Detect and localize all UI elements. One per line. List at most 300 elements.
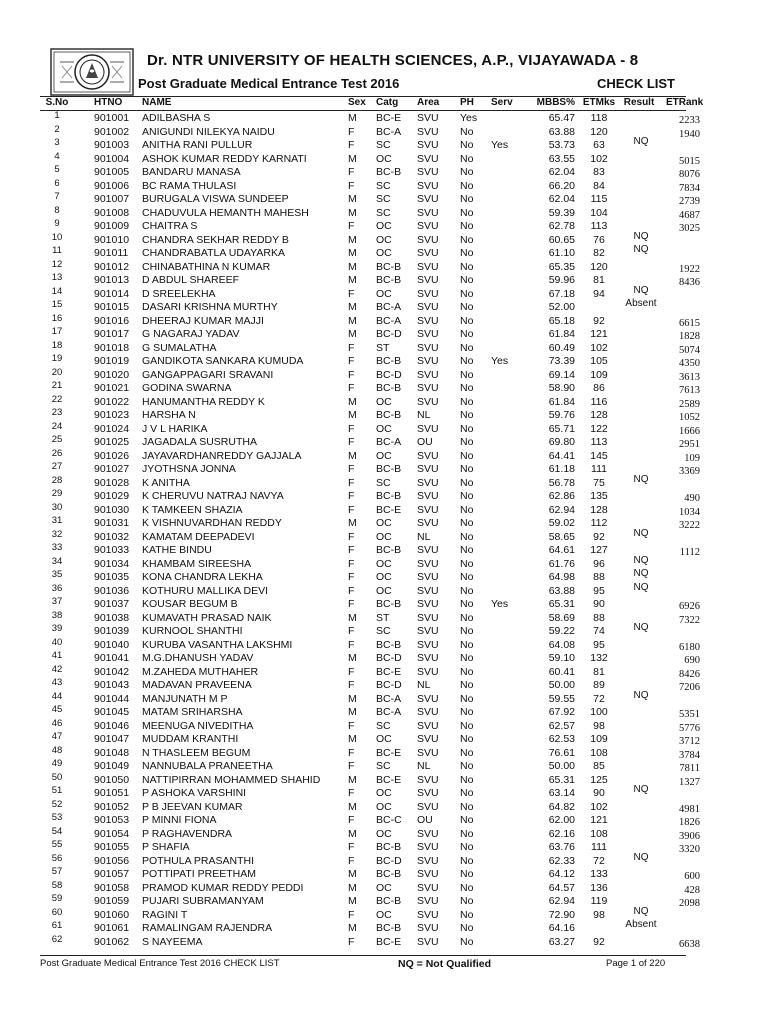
cell-result: NQ — [633, 554, 649, 566]
cell-etrank: 8436 — [679, 277, 700, 288]
cell-etmks: 75 — [593, 476, 605, 489]
cell-sno: 57 — [51, 866, 63, 877]
cell-sno: 27 — [51, 461, 63, 472]
cell-sex: F — [348, 787, 355, 799]
cell-sno: 30 — [51, 501, 63, 513]
cell-catg: BC-A — [376, 706, 402, 718]
cell-sex: F — [348, 436, 355, 448]
cell-name: MUDDAM KRANTHI — [142, 733, 239, 745]
cell-catg: OC — [376, 557, 392, 570]
cell-mbbs: 64.57 — [548, 881, 575, 894]
cell-ph: No — [460, 854, 474, 867]
cell-ph: No — [460, 139, 474, 151]
cell-ph: No — [460, 247, 474, 259]
cell-catg: BC-D — [376, 679, 402, 691]
cell-result: NQ — [633, 473, 649, 485]
cell-result: Absent — [625, 919, 657, 930]
cell-etmks: 98 — [593, 719, 605, 732]
cell-mbbs: 64.98 — [548, 571, 575, 583]
cell-name: GANGAPPAGARI SRAVANI — [142, 368, 274, 381]
cell-mbbs: 69.80 — [548, 436, 575, 448]
table-row — [0, 490, 768, 504]
cell-etmks: 94 — [593, 287, 605, 300]
cell-htno: 901038 — [94, 611, 130, 624]
cell-htno: 901062 — [94, 935, 130, 948]
cell-ph: No — [460, 800, 474, 813]
cell-ph: Yes — [460, 112, 478, 124]
cell-catg: BC-D — [376, 854, 402, 867]
cell-etrank: 2951 — [679, 439, 700, 450]
cell-sno: 24 — [51, 420, 63, 432]
cell-htno: 901051 — [94, 787, 130, 799]
cell-htno: 901033 — [94, 544, 130, 556]
cell-htno: 901028 — [94, 476, 130, 489]
table-row — [0, 733, 768, 747]
cell-mbbs: 65.47 — [548, 112, 575, 124]
cell-etrank: 1828 — [679, 331, 700, 342]
cell-etrank: 3613 — [679, 371, 700, 383]
cell-catg: BC-B — [376, 868, 402, 880]
cell-htno: 901052 — [94, 800, 130, 813]
cell-sex: M — [348, 247, 357, 259]
cell-mbbs: 63.55 — [548, 152, 575, 165]
cell-catg: BC-B — [376, 490, 402, 502]
cell-sex: M — [348, 395, 357, 408]
cell-catg: BC-E — [376, 503, 402, 516]
cell-mbbs: 50.00 — [548, 679, 575, 691]
cell-name: KATHE BINDU — [142, 544, 212, 556]
cell-name: MANJUNATH M P — [142, 692, 228, 705]
university-logo — [50, 48, 134, 96]
col-catg: Catg — [376, 97, 399, 108]
cell-etrank: 7834 — [679, 182, 700, 194]
cell-etmks: 92 — [593, 935, 605, 948]
table-row — [0, 652, 768, 666]
cell-mbbs: 61.84 — [548, 395, 575, 408]
cell-etmks: 83 — [593, 166, 605, 178]
cell-ph: No — [460, 692, 474, 705]
cell-ph: No — [460, 598, 474, 610]
cell-sex: F — [348, 490, 355, 502]
cell-name: S NAYEEMA — [142, 935, 203, 948]
cell-etmks: 111 — [591, 841, 607, 853]
cell-htno: 901040 — [94, 638, 130, 651]
cell-catg: BC-B — [376, 841, 402, 853]
cell-name: J V L HARIKA — [142, 422, 208, 435]
cell-sex: F — [348, 341, 355, 354]
cell-sex: F — [348, 382, 355, 394]
cell-etrank: 3025 — [679, 223, 700, 234]
cell-mbbs: 58.69 — [548, 611, 575, 624]
cell-mbbs: 56.78 — [548, 476, 575, 489]
cell-mbbs: 62.94 — [548, 503, 575, 516]
cell-sex: F — [348, 503, 355, 516]
cell-sno: 23 — [51, 407, 63, 418]
cell-catg: BC-D — [376, 368, 402, 381]
table-row — [0, 501, 768, 518]
cell-sno: 3 — [54, 137, 60, 148]
cell-etmks: 111 — [591, 463, 607, 475]
cell-etrank: 4687 — [679, 209, 700, 221]
cell-name: BANDARU MANASA — [142, 166, 241, 178]
cell-etmks: 90 — [593, 787, 605, 799]
cell-mbbs: 59.96 — [548, 274, 575, 286]
cell-name: ANIGUNDI NILEKYA NAIDU — [142, 125, 275, 138]
cell-name: PRAMOD KUMAR REDDY PEDDI — [142, 881, 304, 894]
cell-sex: F — [348, 355, 355, 367]
cell-sno: 25 — [51, 434, 63, 445]
cell-ph: No — [460, 287, 474, 300]
cell-name: KURUBA VASANTHA LAKSHMI — [142, 638, 293, 651]
cell-name: K TAMKEEN SHAZIA — [142, 503, 243, 516]
cell-sex: M — [348, 274, 357, 286]
cell-name: MATAM SRIHARSHA — [142, 706, 243, 718]
cell-serv: Yes — [491, 139, 509, 151]
cell-sex: F — [348, 760, 355, 772]
cell-area: SVU — [417, 827, 439, 840]
cell-ph: No — [460, 328, 474, 340]
cell-ph: No — [460, 773, 474, 786]
cell-area: SVU — [417, 314, 439, 327]
cell-area: SVU — [417, 179, 439, 192]
cell-htno: 901039 — [94, 625, 130, 637]
cell-etrank: 6180 — [679, 641, 700, 653]
cell-htno: 901018 — [94, 341, 130, 354]
cell-htno: 901049 — [94, 760, 130, 772]
cell-serv: Yes — [491, 355, 509, 367]
cell-sex: F — [348, 908, 355, 921]
cell-etmks: 72 — [593, 854, 605, 867]
cell-sno: 41 — [51, 650, 63, 661]
cell-ph: No — [460, 152, 474, 165]
cell-ph: No — [460, 449, 474, 462]
table-row — [0, 868, 768, 882]
cell-name: DASARI KRISHNA MURTHY — [142, 301, 278, 313]
cell-sex: M — [348, 517, 357, 529]
cell-catg: OC — [376, 287, 392, 300]
cell-catg: SC — [376, 179, 391, 192]
cell-sex: M — [348, 881, 357, 894]
cell-etmks: 98 — [593, 908, 605, 921]
cell-area: SVU — [417, 166, 439, 178]
cell-catg: OC — [376, 584, 392, 597]
cell-ph: No — [460, 841, 474, 853]
cell-name: CHANDRABATLA UDAYARKA — [142, 247, 285, 259]
cell-area: SVU — [417, 125, 439, 138]
cell-mbbs: 65.31 — [548, 773, 575, 786]
table-row — [0, 851, 768, 869]
cell-htno: 901001 — [94, 112, 130, 124]
cell-sex: M — [348, 260, 357, 273]
cell-area: SVU — [417, 112, 439, 124]
cell-etmks: 136 — [590, 881, 608, 894]
cell-catg: OC — [376, 881, 392, 894]
cell-htno: 901053 — [94, 814, 130, 826]
cell-mbbs: 64.08 — [548, 638, 575, 651]
cell-ph: No — [460, 314, 474, 327]
cell-etmks: 119 — [590, 895, 608, 907]
cell-etmks: 112 — [590, 517, 608, 529]
cell-ph: No — [460, 638, 474, 651]
cell-name: GANDIKOTA SANKARA KUMUDA — [142, 355, 304, 367]
table-row — [0, 598, 768, 612]
cell-name: KOTHURU MALLIKA DEVI — [142, 584, 269, 597]
cell-etmks: 89 — [593, 679, 605, 691]
cell-sno: 44 — [51, 690, 63, 702]
cell-htno: 901016 — [94, 314, 130, 327]
cell-etmks: 121 — [590, 328, 608, 340]
cell-etrank: 6926 — [679, 601, 700, 612]
cell-htno: 901054 — [94, 827, 130, 840]
cell-etmks: 108 — [590, 746, 608, 759]
cell-htno: 901007 — [94, 193, 130, 205]
cell-sex: F — [348, 679, 355, 691]
cell-area: SVU — [417, 220, 439, 232]
cell-ph: No — [460, 422, 474, 435]
cell-etmks: 92 — [593, 314, 605, 327]
cell-etrank: 3784 — [679, 749, 700, 761]
cell-sex: F — [348, 368, 355, 381]
cell-etmks: 122 — [590, 422, 608, 435]
cell-sno: 21 — [51, 380, 63, 391]
table-row — [0, 339, 768, 356]
cell-etmks: 96 — [593, 557, 605, 570]
cell-area: SVU — [417, 584, 439, 597]
table-row — [0, 663, 768, 680]
cell-sno: 2 — [54, 123, 60, 135]
cell-htno: 901019 — [94, 355, 130, 367]
cell-mbbs: 61.18 — [548, 463, 575, 475]
cell-catg: BC-B — [376, 922, 402, 934]
cell-mbbs: 64.16 — [548, 922, 575, 934]
cell-area: SVU — [417, 598, 439, 610]
cell-etmks: 95 — [593, 638, 605, 651]
table-row — [0, 798, 768, 815]
cell-etrank: 7206 — [679, 682, 700, 693]
cell-ph: No — [460, 382, 474, 394]
table-row — [0, 933, 768, 950]
cell-name: G SUMALATHA — [142, 341, 217, 354]
cell-sno: 1 — [54, 110, 60, 121]
cell-sno: 61 — [51, 920, 63, 931]
cell-sno: 31 — [51, 515, 63, 526]
table-header — [0, 97, 768, 110]
cell-etmks: 109 — [590, 368, 608, 381]
table-row — [0, 177, 768, 194]
cell-name: G NAGARAJ YADAV — [142, 328, 240, 340]
cell-sex: F — [348, 422, 355, 435]
table-row — [0, 166, 768, 180]
cell-sex: F — [348, 166, 355, 178]
cell-sex: M — [348, 449, 357, 462]
cell-sno: 36 — [51, 582, 63, 594]
cell-sno: 50 — [51, 771, 63, 783]
cell-name: P RAGHAVENDRA — [142, 827, 233, 840]
cell-etmks: 95 — [593, 584, 605, 597]
cell-name: ANITHA RANI PULLUR — [142, 139, 253, 151]
col-area: Area — [417, 97, 440, 108]
cell-etmks: 104 — [590, 206, 608, 219]
cell-sex: F — [348, 625, 355, 637]
cell-mbbs: 53.73 — [548, 139, 575, 151]
cell-mbbs: 65.71 — [548, 422, 575, 435]
cell-htno: 901026 — [94, 449, 130, 462]
cell-name: P B JEEVAN KUMAR — [142, 800, 243, 813]
table-row — [0, 193, 768, 207]
cell-sex: M — [348, 611, 357, 624]
cell-mbbs: 62.57 — [548, 719, 575, 732]
cell-ph: No — [460, 935, 474, 948]
cell-sex: F — [348, 139, 355, 151]
cell-area: SVU — [417, 382, 439, 394]
cell-result: NQ — [633, 689, 649, 701]
cell-mbbs: 64.82 — [548, 800, 575, 813]
cell-area: SVU — [417, 490, 439, 502]
cell-mbbs: 62.78 — [548, 220, 575, 232]
table-row — [0, 328, 768, 342]
col-result: Result — [623, 97, 655, 108]
cell-area: SVU — [417, 341, 439, 354]
cell-htno: 901008 — [94, 206, 130, 219]
cell-etrank: 1940 — [679, 128, 700, 140]
cell-catg: OC — [376, 152, 392, 165]
cell-name: KHAMBAM SIREESHA — [142, 557, 252, 570]
cell-sex: M — [348, 895, 357, 907]
table-row — [0, 355, 768, 369]
cell-ph: No — [460, 233, 474, 246]
cell-etmks: 132 — [590, 652, 608, 664]
cell-area: SVU — [417, 328, 439, 340]
table-row — [0, 298, 768, 315]
cell-ph: No — [460, 395, 474, 408]
cell-sno: 19 — [51, 353, 63, 364]
cell-catg: OC — [376, 827, 392, 840]
cell-ph: No — [460, 895, 474, 907]
cell-area: SVU — [417, 422, 439, 435]
cell-sno: 6 — [54, 177, 60, 189]
cell-area: SVU — [417, 908, 439, 921]
cell-sno: 43 — [51, 677, 63, 688]
cell-catg: BC-A — [376, 692, 402, 705]
cell-sex: F — [348, 935, 355, 948]
cell-sex: M — [348, 328, 357, 340]
cell-sno: 52 — [51, 798, 63, 810]
cell-catg: BC-B — [376, 598, 402, 610]
cell-htno: 901003 — [94, 139, 130, 151]
cell-catg: BC-B — [376, 463, 402, 475]
cell-catg: SC — [376, 719, 391, 732]
cell-sno: 32 — [51, 528, 63, 540]
cell-area: SVU — [417, 206, 439, 219]
page-subtitle: Post Graduate Medical Entrance Test 2016 — [138, 76, 400, 91]
cell-sex: F — [348, 544, 355, 556]
cell-catg: BC-C — [376, 814, 402, 826]
cell-htno: 901017 — [94, 328, 130, 340]
cell-mbbs: 64.12 — [548, 868, 575, 880]
cell-catg: BC-E — [376, 773, 402, 786]
cell-catg: BC-B — [376, 544, 402, 556]
cell-area: SVU — [417, 503, 439, 516]
cell-etrank: 3369 — [679, 466, 700, 477]
cell-etmks: 115 — [590, 193, 608, 205]
cell-ph: No — [460, 368, 474, 381]
cell-sex: M — [348, 773, 357, 786]
cell-name: BURUGALA VISWA SUNDEEP — [142, 193, 289, 205]
cell-sno: 60 — [51, 906, 63, 918]
cell-mbbs: 64.61 — [548, 544, 575, 556]
cell-area: SVU — [417, 395, 439, 408]
cell-serv: Yes — [491, 598, 509, 610]
cell-sno: 4 — [54, 150, 60, 162]
cell-area: SVU — [417, 625, 439, 637]
cell-htno: 901060 — [94, 908, 130, 921]
cell-sno: 18 — [51, 339, 63, 351]
cell-etrank: 5776 — [679, 722, 700, 734]
cell-catg: BC-B — [376, 638, 402, 651]
cell-name: M.ZAHEDA MUTHAHER — [142, 665, 259, 678]
cell-etmks: 125 — [590, 773, 608, 786]
cell-area: NL — [417, 530, 431, 543]
cell-area: SVU — [417, 841, 439, 853]
cell-htno: 901056 — [94, 854, 130, 867]
cell-etmks: 82 — [593, 247, 605, 259]
cell-ph: No — [460, 490, 474, 502]
cell-mbbs: 67.92 — [548, 706, 575, 718]
cell-htno: 901021 — [94, 382, 130, 394]
cell-mbbs: 62.04 — [548, 193, 575, 205]
cell-sno: 22 — [51, 393, 63, 405]
cell-etmks: 113 — [590, 220, 608, 232]
cell-sex: F — [348, 476, 355, 489]
cell-sex: M — [348, 733, 357, 745]
cell-etmks: 128 — [590, 409, 608, 421]
cell-name: N THASLEEM BEGUM — [142, 746, 251, 759]
cell-ph: No — [460, 746, 474, 759]
table-row — [0, 312, 768, 329]
cell-sno: 42 — [51, 663, 63, 675]
cell-sno: 34 — [51, 555, 63, 567]
cell-area: SVU — [417, 274, 439, 286]
cell-sex: F — [348, 463, 355, 475]
cell-etrank: 2098 — [679, 898, 700, 909]
cell-ph: No — [460, 571, 474, 583]
cell-catg: BC-B — [376, 274, 402, 286]
table-row — [0, 150, 768, 167]
cell-name: NANNUBALA PRANEETHA — [142, 760, 273, 772]
cell-area: SVU — [417, 463, 439, 475]
cell-ph: No — [460, 827, 474, 840]
cell-ph: No — [460, 814, 474, 826]
cell-name: KONA CHANDRA LEKHA — [142, 571, 263, 583]
cell-htno: 901009 — [94, 220, 130, 232]
col-sno: S.No — [45, 97, 69, 108]
cell-etrank: 600 — [684, 871, 700, 882]
cell-mbbs: 61.84 — [548, 328, 575, 340]
cell-htno: 901023 — [94, 409, 130, 421]
cell-name: HARSHA N — [142, 409, 196, 421]
cell-mbbs: 60.41 — [548, 665, 575, 678]
table-row — [0, 409, 768, 423]
cell-ph: No — [460, 868, 474, 880]
col-ph: PH — [460, 97, 474, 108]
cell-catg: BC-E — [376, 746, 402, 759]
cell-etmks: 135 — [590, 490, 608, 502]
cell-result: NQ — [633, 284, 649, 296]
cell-result: NQ — [633, 622, 649, 633]
cell-htno: 901048 — [94, 746, 130, 759]
cell-etmks: 88 — [593, 611, 605, 624]
cell-sex: F — [348, 530, 355, 543]
